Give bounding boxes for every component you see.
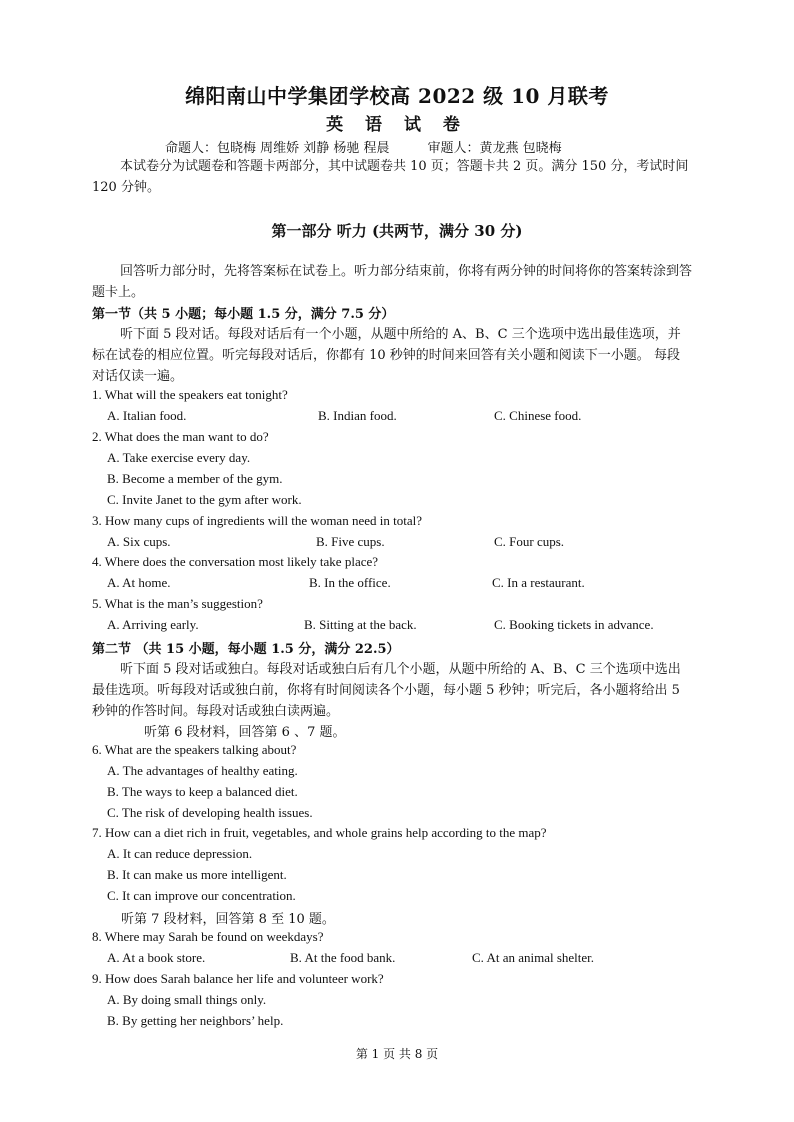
q1-option-b: B. Indian food. <box>318 408 397 423</box>
question-6: 6. What are the speakers talking about? <box>92 742 297 757</box>
authors-line <box>165 137 562 156</box>
question-4: 4. Where does the conversation most likely take place? <box>92 554 379 569</box>
reviewers: 审题人：黄龙燕 包晓梅 <box>427 141 562 156</box>
material-7-note: 听第 7 段材料，回答第 8 至 10 题。 <box>121 912 335 927</box>
question-3: 3. How many cups of ingredients will the woman need in total? <box>92 513 422 528</box>
intro-paragraph: 本试卷分为试题卷和答题卡两部分，其中试题卷共 10 页；答题卡共 2 页。满分 150 分，考试时间 120 分钟。 <box>92 159 689 195</box>
exam-title: 绵阳南山中学集团学校高 2022 级 10 月联考 <box>185 84 609 108</box>
q6-option-a: A. The advantages of healthy eating. <box>107 763 298 778</box>
question-1: 1. What will the speakers eat tonight? <box>92 387 288 402</box>
question-8: 8. Where may Sarah be found on weekdays? <box>92 929 324 944</box>
section2-instructions: 听下面 5 段对话或独白。每段对话或独白后有几个小题，从题中所给的 A、B、C 三个选项中选出最佳选项。听每段对话或独白前，你将有时间阅读各个小题，每小题 5 秒钟；听完后，各小题将给出 5 秒钟的作答时间。每段对话或独白读两遍。 <box>92 662 681 719</box>
q1-option-c: C. Chinese food. <box>494 408 582 423</box>
exam-subtitle: 英 语 试 卷 <box>326 115 468 135</box>
question-2: 2. What does the man want to do? <box>92 429 269 444</box>
q9-option-a: A. By doing small things only. <box>107 992 267 1007</box>
section1-title: 第一节（共 5 小题；每小题 1.5 分，满分 7.5 分） <box>92 307 395 322</box>
q4-option-c: C. In a restaurant. <box>492 575 585 590</box>
q5-option-b: B. Sitting at the back. <box>304 617 417 632</box>
q3-option-a: A. Six cups. <box>107 534 171 549</box>
q6-option-c: C. The risk of developing health issues. <box>107 805 313 820</box>
question-7: 7. How can a diet rich in fruit, vegetables, and whole grains help according to the map? <box>92 825 547 840</box>
q2-option-c: C. Invite Janet to the gym after work. <box>107 492 302 507</box>
q9-option-b: B. By getting her neighbors’ help. <box>107 1013 284 1028</box>
q1-option-a: A. Italian food. <box>107 408 187 423</box>
question-9: 9. How does Sarah balance her life and volunteer work? <box>92 971 384 986</box>
q8-option-c: C. At an animal shelter. <box>472 950 595 965</box>
part1-title: 第一部分 听力 (共两节，满分 30 分) <box>271 222 523 240</box>
q8-option-a: A. At a book store. <box>107 950 206 965</box>
q6-option-b: B. The ways to keep a balanced diet. <box>107 784 298 799</box>
q4-option-b: B. In the office. <box>309 575 391 590</box>
setters: 命题人：包晓梅 周维娇 刘静 杨驰 程晨 <box>165 141 390 156</box>
q7-option-a: A. It can reduce depression. <box>107 846 253 861</box>
q4-option-a: A. At home. <box>107 575 171 590</box>
section2-title: 第二节 （共 15 小题，每小题 1.5 分，满分 22.5） <box>92 642 400 657</box>
q2-option-a: A. Take exercise every day. <box>107 450 251 465</box>
section1-instructions: 听下面 5 段对话。每段对话后有一个小题，从题中所给的 A、B、C 三个选项中选出最佳选项，并标在试卷的相应位置。听完每段对话后，你都有 10 秒钟的时间来回答有关小题和阅读下一小题。 每段对话仅读一遍。 <box>92 327 681 384</box>
q3-option-c: C. Four cups. <box>494 534 565 549</box>
q7-option-b: B. It can make us more intelligent. <box>107 867 287 882</box>
question-5: 5. What is the man’s suggestion? <box>92 596 263 611</box>
q5-option-c: C. Booking tickets in advance. <box>494 617 654 632</box>
q7-option-c: C. It can improve our concentration. <box>107 888 296 903</box>
material-6-note: 听第 6 段材料，回答第 6 、7 题。 <box>144 725 346 740</box>
q2-option-b: B. Become a member of the gym. <box>107 471 283 486</box>
q5-option-a: A. Arriving early. <box>107 617 199 632</box>
q3-option-b: B. Five cups. <box>316 534 385 549</box>
page-footer: 第 1 页 共 8 页 <box>355 1047 439 1061</box>
q8-option-b: B. At the food bank. <box>290 950 396 965</box>
part1-instructions: 回答听力部分时，先将答案标在试卷上。听力部分结束前，你将有两分钟的时间将你的答案转涂到答题卡上。 <box>92 264 693 300</box>
